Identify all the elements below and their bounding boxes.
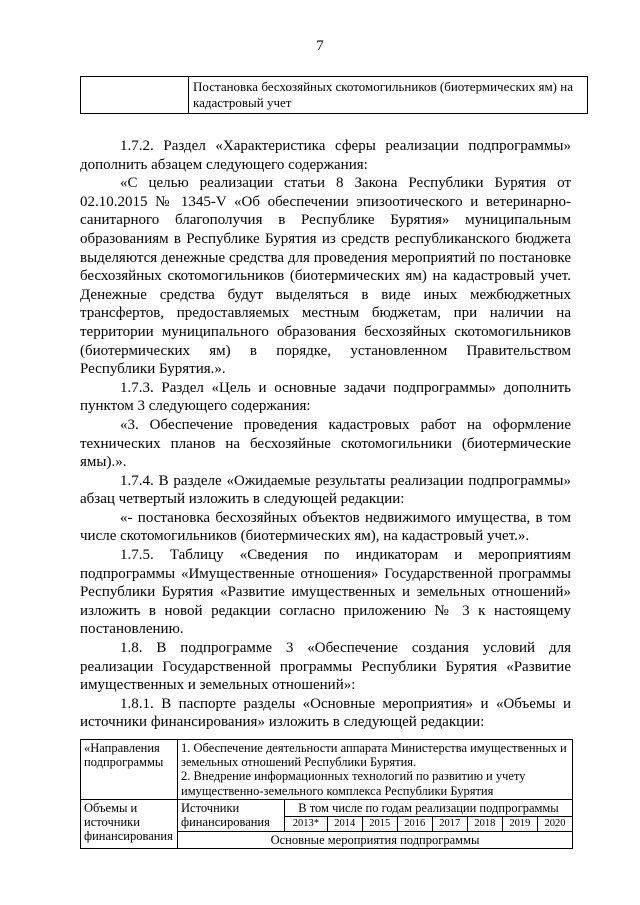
- paragraph-quote-1: «С целью реализации статьи 8 Закона Республики Бурятия от 02.10.2015 № 1345-V «Об обеспечении эпизоотического и ветеринарно-санитарного благополучия в Республике Бурятия» муниципальным образованиям в Республике Бурятия из средств республиканского бюджета выделяются денежные средства для проведения мероприятий по постановке бесхозяйных скотомогильников (биотермических ям) на кадастровый учет. Денежные средства будут выделяться в виде иных межбюджетных трансфертов, предоставляемых местным бюджетам, при наличии на территории муниципального образования бесхозяйных скотомогильников (биотермических ям) в порядке, установленном Правительством Республики Бурятия.».: [80, 175, 571, 378]
- year-cell: 2014: [327, 817, 362, 832]
- top-table-text-cell: Постановка бесхозяйных скотомогильников (биотермических ям) на кадастровый учет: [189, 77, 588, 114]
- year-cell: 2019: [502, 817, 537, 832]
- paragraph-1-8: 1.8. В подпрограмме 3 «Обеспечение создания условий для реализации Государственной программы Республики Бурятия «Развитие имущественных и земельных отношений»:: [80, 640, 571, 694]
- paragraph-quote-3: «- постановка бесхозяйных объектов недвижимого имущества, в том числе скотомогильников (биотермических ям), на кадастровый учет.».: [80, 509, 571, 545]
- top-table: [80, 76, 588, 114]
- year-cell: 2015: [362, 817, 397, 832]
- year-cell: 2018: [467, 817, 502, 832]
- year-cell: 2016: [397, 817, 432, 832]
- paragraph-1-7-3: 1.7.3. Раздел «Цель и основные задачи подпрограммы» дополнить пунктом 3 следующего содержания:: [80, 379, 571, 415]
- bottom-table: [80, 739, 573, 849]
- year-cell: 2020: [537, 817, 572, 832]
- year-cell: 2013*: [285, 817, 328, 832]
- top-table-empty-cell: [81, 77, 189, 114]
- sources-header: Источники финансирования: [178, 799, 285, 831]
- body-text: [80, 137, 571, 732]
- directions-label: «Направления подпрограммы: [81, 740, 178, 800]
- paragraph-quote-2: «3. Обеспечение проведения кадастровых работ на оформление технических планов на бесхозяйные скотомогильники (биотермические ямы).».: [80, 416, 571, 471]
- paragraph-1-7-4: 1.7.4. В разделе «Ожидаемые результаты реализации подпрограммы» абзац четвертый изложить в следующей редакции:: [80, 472, 571, 508]
- years-header: В том числе по годам реализации подпрограммы: [285, 799, 573, 816]
- directions-text: 1. Обеспечение деятельности аппарата Министерства имущественных и земельных отношений Республики Бурятия. 2. Внедрение информационных технологий по развитию и учету имущественно-земельного комплекса Республики Бурятия: [178, 740, 573, 800]
- year-cell: 2017: [432, 817, 467, 832]
- page-number: 7: [316, 38, 324, 54]
- funding-label: Объемы и источники финансирования: [81, 799, 178, 849]
- paragraph-1-7-5: 1.7.5. Таблицу «Сведения по индикаторам и мероприятиям подпрограммы «Имущественные отношения» Государственной программы Республики Бурятия «Развитие имущественных и земельных отношений» изложить в новой редакции согласно приложению № 3 к настоящему постановлению.: [80, 547, 571, 638]
- main-activities-row: Основные мероприятия подпрограммы: [178, 832, 573, 849]
- paragraph-1-7-2: 1.7.2. Раздел «Характеристика сферы реализации подпрограммы» дополнить абзацем следующего содержания:: [80, 138, 571, 173]
- paragraph-1-8-1: 1.8.1. В паспорте разделы «Основные мероприятия» и «Объемы и источники финансирования» изложить в следующей редакции:: [80, 695, 571, 731]
